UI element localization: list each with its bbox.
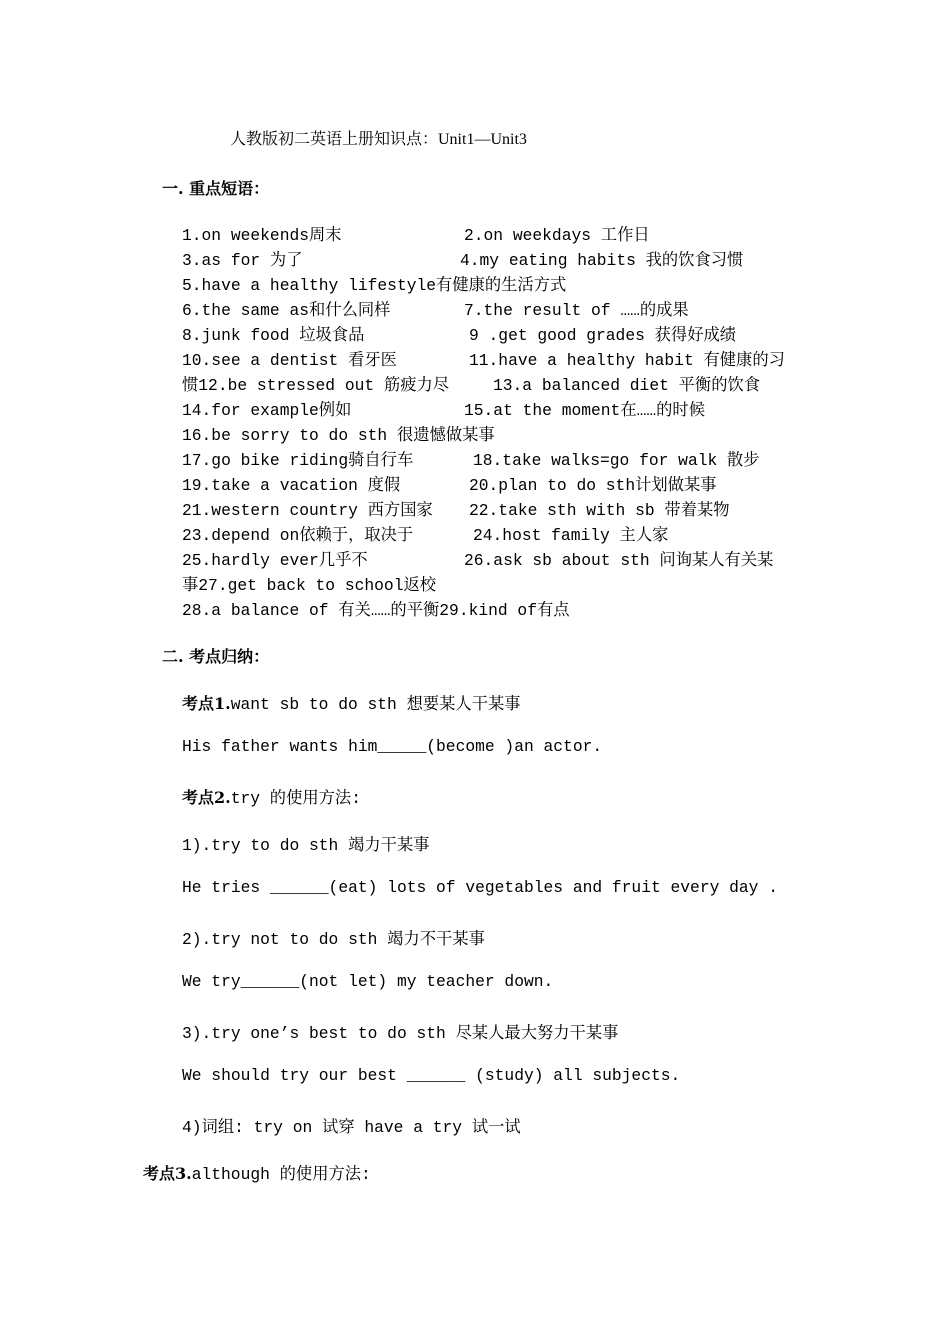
usage-item: 1).try to do sth 竭力干某事 (182, 836, 430, 855)
point-1 (182, 690, 521, 714)
phrase-item: 13.a balanced diet 平衡的饮食 (493, 376, 761, 395)
phrase-item: 28.a balance of 有关……的平衡29.kind of有点 (182, 601, 570, 620)
phrase-item: 7.the result of ……的成果 (464, 301, 689, 320)
section-heading-key-phrases: 一. 重点短语： (162, 179, 270, 198)
point-3 (143, 1160, 371, 1184)
phrase-item: 17.go bike riding骑自行车 (182, 451, 414, 470)
point-label: 考点2. (182, 788, 231, 807)
example-sentence: His father wants him_____(become )an actor. (182, 737, 603, 756)
point-text: want sb to do sth 想要某人干某事 (230, 695, 521, 714)
phrase-item: 24.host family 主人家 (473, 526, 669, 545)
point-label: 考点3. (143, 1164, 192, 1183)
point-text: try 的使用方法: (230, 789, 361, 808)
example-sentence: We try______(not let) my teacher down. (182, 972, 554, 991)
phrase-item: 11.have a healthy habit 有健康的习 (469, 351, 785, 370)
phrase-item: 18.take walks=go for walk 散步 (473, 451, 760, 470)
phrase-item: 6.the same as和什么同样 (182, 301, 391, 320)
phrase-item: 20.plan to do sth计划做某事 (469, 476, 717, 495)
phrase-item: 25.hardly ever几乎不 (182, 551, 368, 570)
phrase-item: 19.take a vacation 度假 (182, 476, 401, 495)
phrase-item: 3.as for 为了 (182, 251, 303, 270)
usage-item: 3).try one’s best to do sth 尽某人最大努力干某事 (182, 1024, 619, 1043)
phrase-item: 8.junk food 垃圾食品 (182, 326, 365, 345)
point-text: although 的使用方法: (191, 1165, 371, 1184)
page-title: 人教版初二英语上册知识点：Unit1—Unit3 (230, 131, 527, 148)
example-sentence: He tries ______(eat) lots of vegetables and fruit every day . (182, 878, 778, 897)
phrase-item: 9 .get good grades 获得好成绩 (469, 326, 737, 345)
phrase-item: 1.on weekends周末 (182, 226, 342, 245)
phrase-item: 22.take sth with sb 带着某物 (469, 501, 730, 520)
phrase-item: 23.depend on依赖于，取决于 (182, 526, 414, 545)
section-heading-key-points: 二. 考点归纳： (162, 647, 270, 666)
point-label: 考点1. (182, 694, 231, 713)
phrase-item: 15.at the moment在……的时候 (464, 401, 705, 420)
example-sentence: We should try our best ______ (study) all subjects. (182, 1066, 681, 1085)
point-2 (182, 784, 361, 808)
usage-item: 2).try not to do sth 竭力不干某事 (182, 930, 485, 949)
phrase-item: 14.for example例如 (182, 401, 352, 420)
phrase-item: 10.see a dentist 看牙医 (182, 351, 397, 370)
phrase-item: 26.ask sb about sth 问询某人有关某 (464, 551, 774, 570)
phrase-item: 5.have a healthy lifestyle有健康的生活方式 (182, 276, 567, 295)
phrase-item: 事27.get back to school返校 (182, 576, 437, 595)
phrase-item: 16.be sorry to do sth 很遗憾做某事 (182, 426, 495, 445)
phrase-item: 4.my eating habits 我的饮食习惯 (460, 251, 744, 270)
phrase-item: 2.on weekdays 工作日 (464, 226, 650, 245)
phrase-item: 惯12.be stressed out 筋疲力尽 (182, 376, 450, 395)
usage-item: 4)词组: try on 试穿 have a try 试一试 (182, 1118, 521, 1137)
phrase-item: 21.western country 西方国家 (182, 501, 433, 520)
